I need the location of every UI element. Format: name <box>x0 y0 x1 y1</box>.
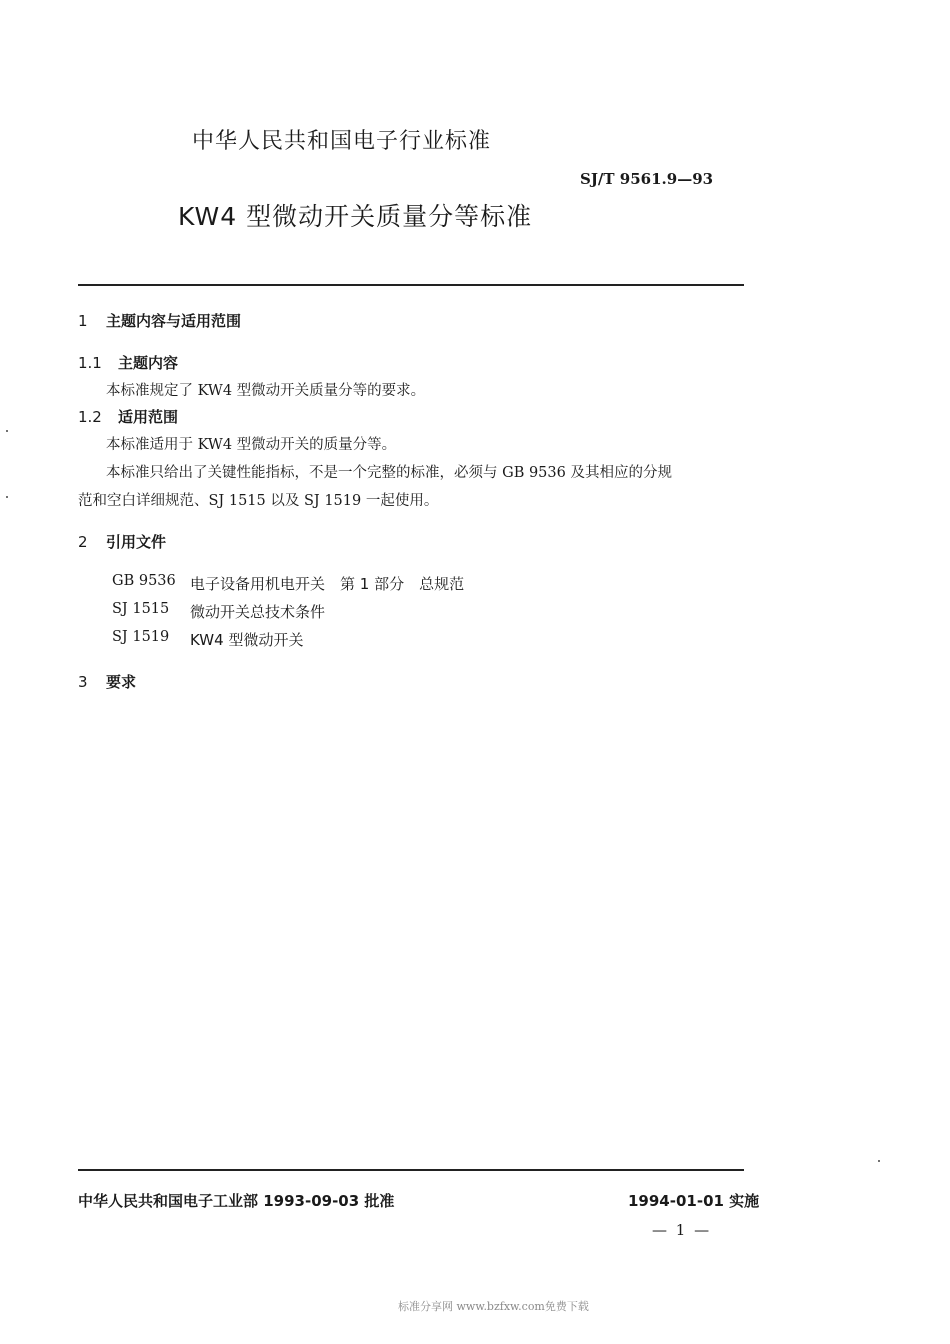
section-1-heading <box>78 310 241 331</box>
section-label: 主题内容与适用范围 <box>106 312 242 330</box>
section-2-heading <box>78 531 166 552</box>
section-label: 要求 <box>106 673 137 691</box>
section-1-1-heading <box>78 352 178 373</box>
issuing-organization: 中华人民共和国电子行业标准 <box>192 129 492 154</box>
scan-speck <box>878 1160 880 1162</box>
section-3-heading <box>78 671 136 692</box>
section-number: 2 <box>78 533 88 551</box>
document-title: KW4 型微动开关质量分等标准 <box>178 202 533 231</box>
section-number: 1.2 <box>78 408 102 426</box>
section-1-2-text-2b: 范和空白详细规范、SJ 1515 以及 SJ 1519 一起使用。 <box>78 493 439 509</box>
footer-divider <box>78 1169 744 1171</box>
reference-code: SJ 1515 <box>112 601 170 617</box>
approval-statement: 中华人民共和国电子工业部 1993-09-03 批准 <box>78 1192 395 1210</box>
section-label: 主题内容 <box>118 354 179 372</box>
reference-title: KW4 型微动开关 <box>190 631 304 649</box>
reference-title: 电子设备用机电开关 第 1 部分 总规范 <box>190 575 465 593</box>
scan-speck <box>6 496 8 498</box>
section-1-1-text: 本标准规定了 KW4 型微动开关质量分等的要求。 <box>106 383 426 399</box>
section-1-2-text-1: 本标准适用于 KW4 型微动开关的质量分等。 <box>106 437 397 453</box>
download-watermark: 标准分享网 www.bzfxw.com免费下载 <box>398 1300 589 1313</box>
standard-number: SJ/T 9561.9—93 <box>580 170 714 188</box>
section-1-2-heading <box>78 406 178 427</box>
section-label: 适用范围 <box>118 408 179 426</box>
effective-date: 1994-01-01 实施 <box>628 1192 760 1210</box>
page-number: — 1 — <box>652 1221 712 1239</box>
reference-code: SJ 1519 <box>112 629 170 645</box>
section-number: 1.1 <box>78 354 102 372</box>
section-label: 引用文件 <box>106 533 167 551</box>
reference-title: 微动开关总技术条件 <box>190 603 326 621</box>
header-divider <box>78 284 744 286</box>
section-1-2-text-2a: 本标准只给出了关键性能指标，不是一个完整的标准，必须与 GB 9536 及其相应的分规 <box>106 465 672 481</box>
section-number: 1 <box>78 312 88 330</box>
scan-speck <box>6 430 8 432</box>
section-number: 3 <box>78 673 88 691</box>
reference-code: GB 9536 <box>112 573 176 589</box>
